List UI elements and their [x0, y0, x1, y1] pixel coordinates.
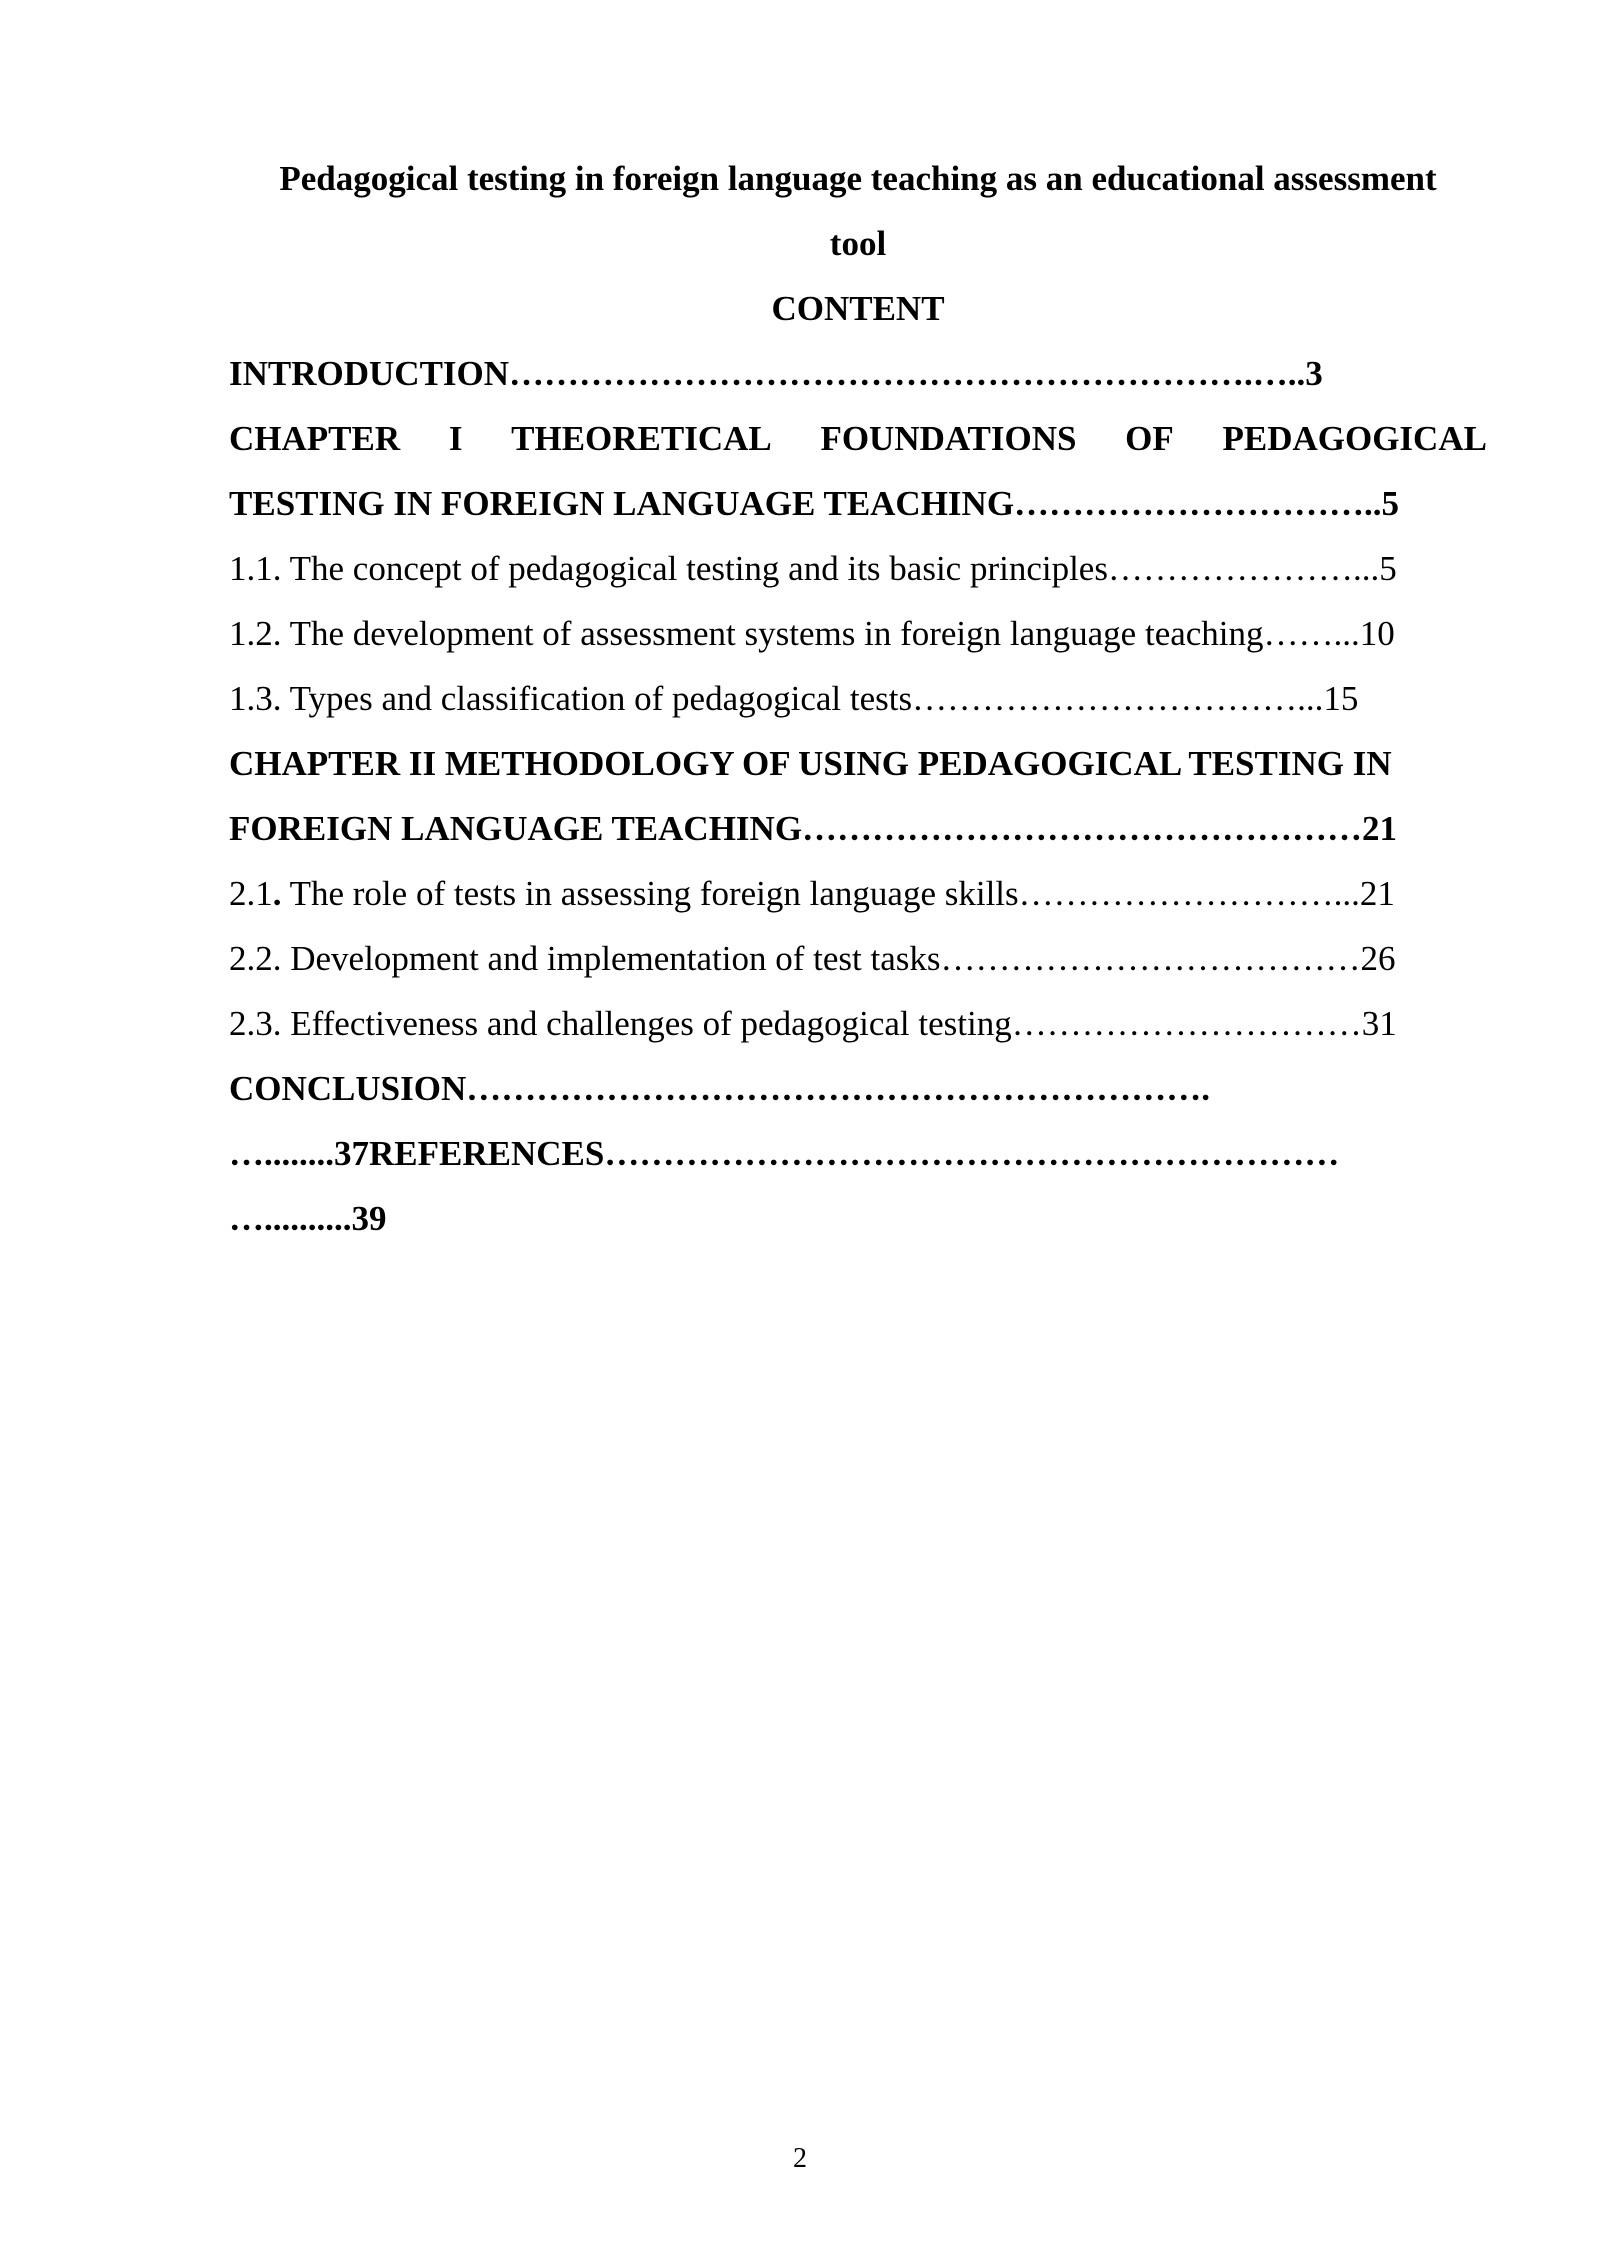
toc-entry-chapter-2-line-1: CHAPTER II METHODOLOGY OF USING PEDAGOGICAL TESTING IN [229, 744, 1392, 783]
section-2-1-bold-dot: . [272, 874, 282, 913]
toc-entry-conclusion-references-line-2: …........37REFERENCES……………………………………………………… [229, 1134, 1340, 1173]
chapter-1-word: CHAPTER [229, 419, 401, 458]
toc-entry-chapter-2-line-2: FOREIGN LANGUAGE TEACHING…………………………………………21 [229, 809, 1398, 848]
chapter-1-word: FOUNDATIONS [820, 419, 1077, 458]
chapter-1-word: I [448, 419, 463, 458]
section-2-1-text: The role of tests in assessing foreign language skills………………………...21 [281, 874, 1395, 913]
chapter-1-word: PEDAGOGICAL [1222, 419, 1487, 458]
page-number: 2 [793, 2143, 807, 2174]
toc-entry-section-1-3: 1.3. Types and classification of pedagogical tests……………………………...15 [229, 679, 1359, 718]
toc-entry-chapter-1-line-2: TESTING IN FOREIGN LANGUAGE TEACHING…………………………..5 [229, 484, 1400, 523]
toc-entry-section-1-1: 1.1. The concept of pedagogical testing and its basic principles…………………...5 [229, 549, 1397, 588]
toc-entry-section-2-2: 2.2. Development and implementation of test tasks………………………………26 [229, 939, 1396, 978]
toc-entry-section-2-1 [229, 861, 1487, 926]
toc-entry-section-2-3: 2.3. Effectiveness and challenges of pedagogical testing…………………………31 [229, 1004, 1397, 1043]
toc-entry-chapter-1-line-1 [229, 406, 1487, 471]
document-title [229, 146, 1487, 276]
chapter-1-word: OF [1125, 419, 1174, 458]
table-of-contents [229, 341, 1487, 1251]
section-2-1-number: 2.1 [229, 874, 273, 913]
document-body [229, 146, 1487, 1251]
contents-heading: CONTENT [771, 289, 945, 328]
toc-entry-introduction: INTRODUCTION……………………………………………………….…..3 [229, 354, 1323, 393]
toc-entry-references-line-3: …..........39 [229, 1199, 387, 1238]
toc-entry-conclusion-line-1: CONCLUSION………………………………………………………. [229, 1069, 1211, 1108]
title-line-2: tool [829, 224, 887, 263]
toc-entry-section-1-2: 1.2. The development of assessment systems in foreign language teaching……...10 [229, 614, 1395, 653]
title-line-1: Pedagogical testing in foreign language teaching as an educational assessment [279, 159, 1437, 198]
chapter-1-word: THEORETICAL [511, 419, 772, 458]
